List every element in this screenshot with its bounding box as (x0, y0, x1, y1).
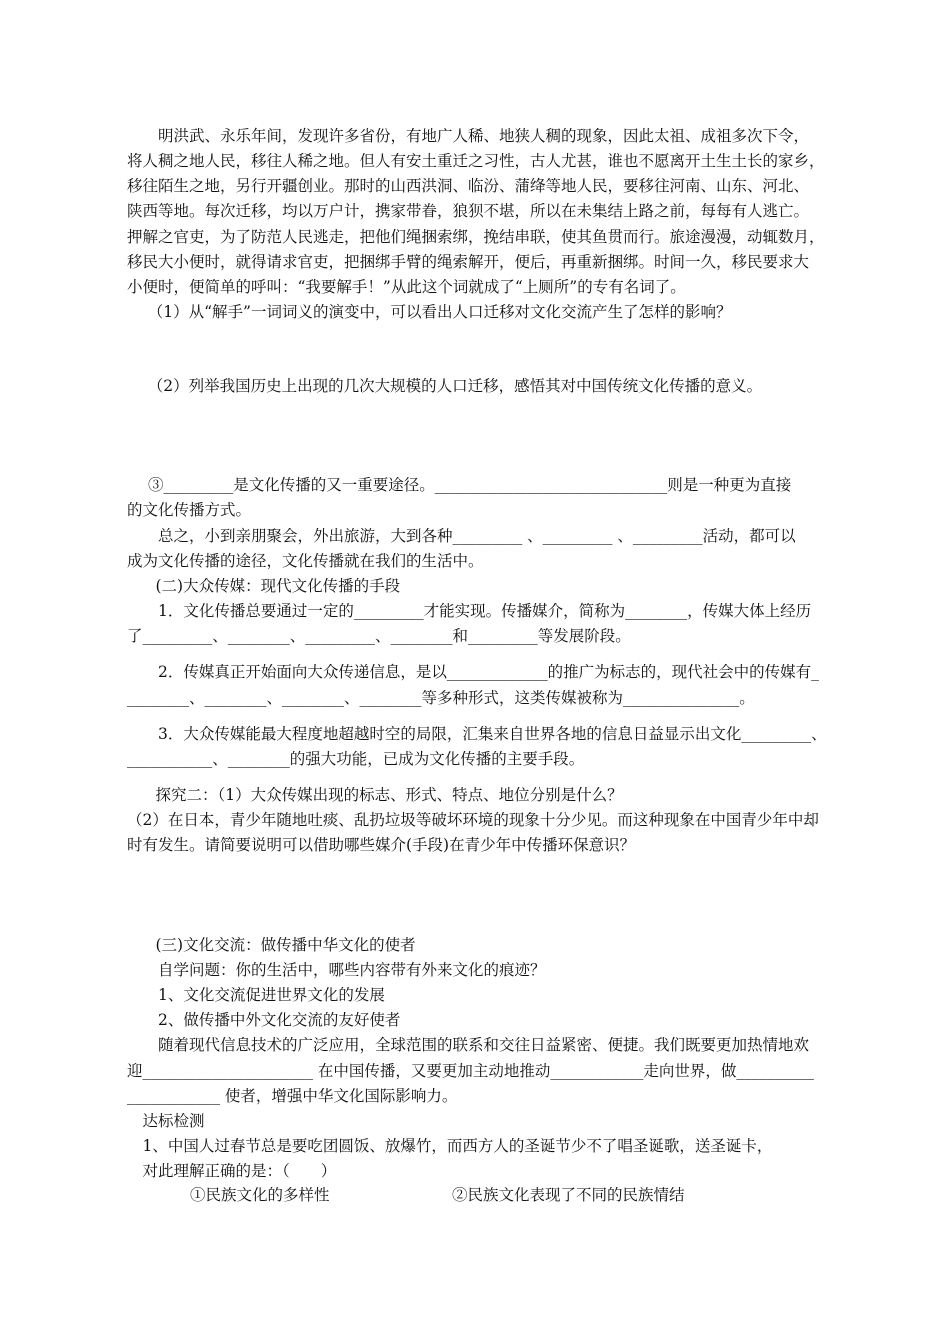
fill-blank-line-1: ③_________是文化传播的又一重要途径。______________________________则是一种更为直接 (148, 476, 792, 494)
item-1-line-2: 了_________、________、_________、________和_________等发展阶段。 (127, 627, 631, 645)
item-2-line-1: 2．传媒真正开始面向大众传递信息，是以_____________的推广为标志的，现代社会中的传媒有_ (127, 663, 819, 681)
assessment-heading: 达标检测 (127, 1112, 205, 1130)
item-3-line-1: 3．大众传媒能最大程度地超越时空的局限，汇集来自世界各地的信息日益显示出文化_________、 (127, 725, 827, 743)
section-heading-3: (三)文化交流：做传播中华文化的使者 (140, 936, 416, 954)
summary-line-2: 成为文化传播的途径，文化传播就在我们的生活中。 (127, 552, 484, 570)
passage-line-6: 移民大小便时，就得请求官吏，把捆绑手臂的绳索解开，便后，再重新捆绑。时间一久，移民要求大 (127, 253, 810, 271)
passage-line-4: 陕西等地。每次迁移，均以万户计，携家带眷，狼狈不堪，所以在未集结上路之前，每每有人逃亡。 (127, 202, 810, 220)
fill-blank-line-2: 的文化传播方式。 (127, 501, 252, 519)
passage-line-7: 小便时，便简单的呼叫：“我要解手！”从此这个词就成了“上厕所”的专有名词了。 (127, 278, 686, 296)
passage-line-5: 押解之官吏，为了防范人民逃走，把他们绳捆索绑，挽结串联，使其鱼贯而行。旅途漫漫，动辄数月， (127, 228, 825, 246)
question-2: （2）列举我国历史上出现的几次大规模的人口迁移，感悟其对中国传统文化传播的意义。 (140, 377, 763, 395)
option-2: ②民族文化表现了不同的民族情结 (452, 1186, 685, 1204)
assessment-question-1-line-1: 1、中国人过春节总是要吃团圆饭、放爆竹，而西方人的圣诞节少不了唱圣诞歌，送圣诞卡， (127, 1137, 773, 1155)
explore-2-question-2-line-2: 时有发生。请简要说明可以借助哪些媒介(手段)在青少年中传播环保意识？ (127, 836, 636, 854)
assessment-question-1-line-2: 对此理解正确的是：（ ） (127, 1162, 337, 1180)
summary-line-1: 总之，小到亲朋聚会，外出旅游，大到各种_________ 、_________ 、_________活动，都可以 (127, 527, 796, 545)
section-heading-2: (二)大众传媒：现代文化传播的手段 (140, 577, 401, 595)
question-1: （1）从“解手”一词词义的演变中，可以看出人口迁移对文化交流产生了怎样的影响？ (140, 303, 732, 321)
exchange-line-3: ____________ 使者，增强中华文化国际影响力。 (127, 1087, 458, 1105)
item-1-line-1: 1．文化传播总要通过一定的_________才能实现。传播媒介，简称为________，传媒大体上经历 (127, 602, 812, 620)
passage-line-3: 移往陌生之地，另行开疆创业。那时的山西洪洞、临汾、蒲绛等地人民，要移往河南、山东、河北、 (127, 177, 810, 195)
passage-line-2: 将人稠之地人民，移往人稀之地。但人有安土重迁之习性，古人尤甚，谁也不愿离开土生土长的家乡， (127, 152, 825, 170)
item-2-line-2: ________、________、________、________等多种形式，这类传媒被称为_______________。 (127, 689, 755, 707)
explore-2-question-2-line-1: （2）在日本，青少年随地吐痰、乱扔垃圾等破坏环境的现象十分少见。而这种现象在中国青少年中却 (127, 811, 819, 829)
self-study-question: 自学问题：你的生活中，哪些内容带有外来文化的痕迹？ (127, 961, 546, 979)
option-1: ①民族文化的多样性 (190, 1186, 330, 1204)
item-3-line-2: ___________、________的强大功能，已成为文化传播的主要手段。 (127, 750, 585, 768)
point-2: 2、做传播中外文化交流的友好使者 (127, 1011, 401, 1029)
explore-2-question-1: 探究二：（1）大众传媒出现的标志、形式、特点、地位分别是什么？ (140, 786, 623, 804)
exchange-line-1: 随着现代信息技术的广泛应用，全球范围的联系和交往日益紧密、便捷。我们既要更加热情地欢 (127, 1036, 810, 1054)
passage-line-1: 明洪武、永乐年间，发现许多省份，有地广人稀、地狭人稠的现象，因此太祖、成祖多次下令， (127, 127, 810, 145)
point-1: 1、文化交流促进世界文化的发展 (127, 986, 385, 1004)
exchange-line-2: 迎______________________ 在中国传播，又要更加主动地推动____________走向世界，做__________ (127, 1062, 814, 1080)
